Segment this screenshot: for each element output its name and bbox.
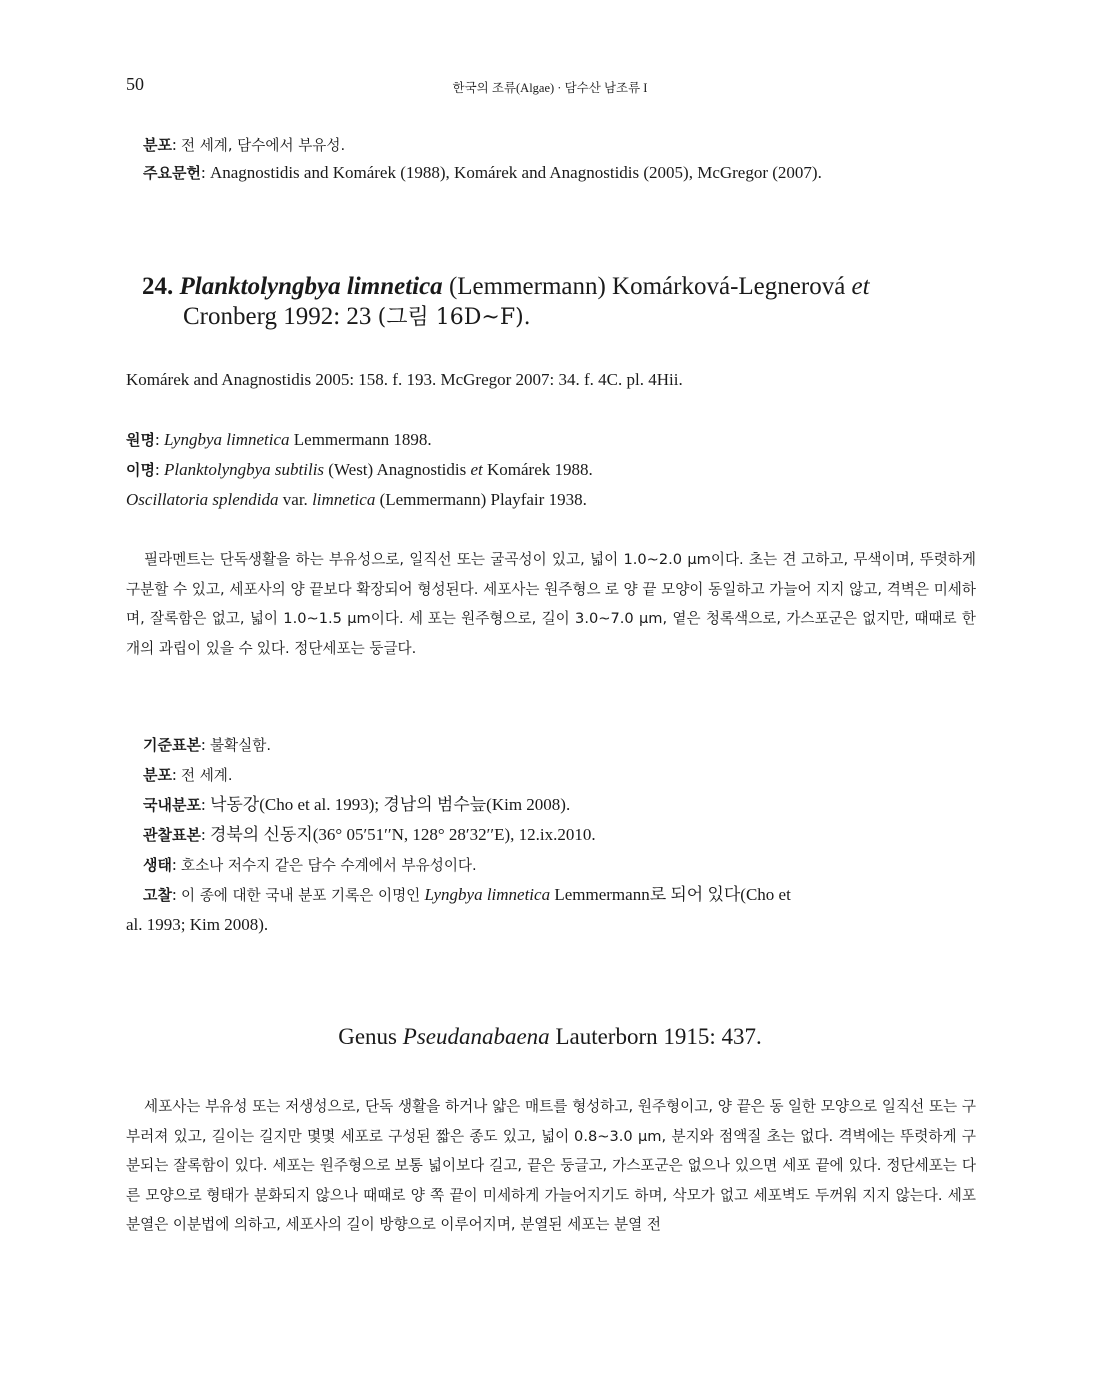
synonym2-author: (Lemmermann) Playfair 1938.	[379, 490, 587, 509]
prev-references-line: 주요문헌: Anagnostidis and Komárek (1988), Komárek and Anagnostidis (2005), McGregor (2007).	[143, 163, 822, 182]
domestic-distribution-label: 국내분포	[143, 796, 201, 814]
prev-distribution-line: 분포: 전 세계, 담수에서 부유성.	[143, 135, 346, 154]
distribution-label: 분포	[143, 766, 172, 784]
genus-label: Genus	[338, 1024, 398, 1049]
species-number: 24.	[142, 273, 174, 300]
species-heading-line-2	[142, 302, 962, 333]
prev-distribution-text: 전 세계, 담수에서 부유성.	[180, 137, 346, 154]
observed-specimen-label: 관찰표본	[143, 826, 201, 844]
observed-specimen-text: 경북의 신동지(36° 05′51′′N, 128° 28′32′′E), 12.ix.2010.	[209, 825, 596, 844]
species-name: Planktolyngbya limnetica	[179, 273, 443, 300]
type-specimen-line: 기준표본: 불확실함.	[143, 735, 271, 754]
remarks-text-pre: 이 종에 대한 국내 분포 기록은 이명인	[180, 887, 421, 904]
species-author-1: (Lemmermann) Komárková-Legnerová	[448, 273, 846, 300]
prev-distribution-label: 분포	[143, 136, 172, 154]
remarks-species-name: Lyngbya limnetica	[424, 885, 551, 904]
basionym-line: 원명: Lyngbya limnetica Lemmermann 1898.	[126, 430, 432, 449]
basionym-name: Lyngbya limnetica	[163, 430, 290, 449]
type-specimen-text: 불확실함.	[209, 737, 271, 754]
species-heading-line-1	[142, 272, 962, 302]
species-citation: Komárek and Anagnostidis 2005: 158. f. 193. McGregor 2007: 34. f. 4C. pl. 4Hii.	[126, 370, 683, 389]
genus-description-line: 형태가 분화되지 않으나 때때로 양 쪽 끝이 미세하게 가늘어지기도 하며, 삭모가 없고 세포벽도 두꺼워	[206, 1186, 858, 1204]
species-description-line: 필라멘트는 단독생활을 하는 부유성으로, 일직선 또는 굴곡성이 있고, 넓이 1.0~2.0 μm이다. 초는 견	[144, 551, 797, 568]
synonym-author-2: Komárek 1988.	[487, 460, 593, 479]
page-number: 50	[126, 74, 144, 94]
ecology-text: 호소나 저수지 같은 담수 수계에서 부유성이다.	[180, 857, 477, 874]
species-description-line: 포는 원주형으로, 길이 3.0~7.0 μm, 옅은 청록색으로, 가스포군은 없지만, 때때로 한 개의 과립이 있을 수	[126, 610, 976, 657]
synonym-name: Planktolyngbya subtilis	[163, 460, 325, 479]
genus-description	[126, 1092, 976, 1240]
basionym-author: Lemmermann 1898.	[293, 430, 432, 449]
synonym-author-1: (West) Anagnostidis	[328, 460, 467, 479]
species-heading	[142, 272, 962, 333]
domestic-distribution-text: 낙동강(Cho et al. 1993); 경남의 범수늪(Kim 2008).	[209, 795, 571, 814]
genus-description-line: 보통 넓이보다 길고, 끝은 둥글고, 가스포군은 없으나 있으면 세포 끝에 있다. 정단세포는 다른 모양으로	[126, 1157, 976, 1204]
species-figure-ref: (그림 16D~F).	[377, 305, 531, 330]
prev-references-label: 주요문헌	[143, 164, 201, 182]
genus-description-line: 세포사는 부유성 또는 저생성으로, 단독 생활을 하거나 얇은 매트를 형성하고, 원주형이고, 양 끝은 동	[144, 1098, 784, 1115]
domestic-distribution-line: 국내분포: 낙동강(Cho et al. 1993); 경남의 범수늪(Kim 2008).	[143, 795, 571, 814]
species-description-line: 있다. 정단세포는 둥글다.	[256, 639, 417, 657]
genus-description-line: 0.8~3.0 μm, 분지와 점액질 초는 없다. 격벽에는 뚜렷하게 구분되는 잘록함이 있다. 세포는 원주형으로	[126, 1127, 976, 1174]
ecology-line: 생태: 호소나 저수지 같은 담수 수계에서 부유성이다.	[143, 855, 477, 874]
species-description-line: 로 양 끝 모양이 동일하고 가늘어 지지 않고, 격벽은 미세하며, 잘록함은 없고, 넓이 1.0~1.5 μm이다. 세	[126, 580, 977, 627]
type-specimen-label: 기준표본	[143, 736, 201, 754]
genus-heading	[0, 1024, 1100, 1050]
remarks-text-post: Lemmermann로 되어 있다(Cho et	[554, 885, 791, 904]
running-header: 한국의 조류(Algae) · 담수산 남조류 I	[452, 81, 648, 95]
synonym2-rank: var.	[282, 490, 308, 509]
remarks-line: 고찰: 이 종에 대한 국내 분포 기록은 이명인 Lyngbya limnetica Lemmermann로 되어 있다(Cho et	[143, 885, 791, 904]
genus-author: Lauterborn 1915: 437.	[555, 1024, 762, 1049]
basionym-label: 원명	[126, 431, 155, 449]
observed-specimen-line: 관찰표본: 경북의 신동지(36° 05′51′′N, 128° 28′32′′E), 12.ix.2010.	[143, 825, 596, 844]
species-author-et: et	[851, 273, 870, 300]
remarks-line-2: al. 1993; Kim 2008).	[126, 915, 269, 934]
species-description-line: 고하고, 무색이며, 뚜렷하게 구분할 수 있고, 세포사의 양 끝보다 확장되어 형성된다. 세포사는 원주형으	[126, 551, 977, 598]
synonym2-epithet: limnetica	[312, 490, 376, 509]
ecology-label: 생태	[143, 856, 172, 874]
species-description	[126, 545, 976, 663]
genus-description-line: 일한 모양으로 일직선 또는 구부러져 있고, 길이는 길지만 몇몇 세포로 구성된 짧은 종도 있고, 넓이	[126, 1098, 977, 1145]
distribution-text: 전 세계.	[180, 767, 233, 784]
distribution-line: 분포: 전 세계.	[143, 765, 233, 784]
synonym2-name: Oscillatoria splendida	[126, 490, 279, 509]
synonym2-line	[126, 489, 976, 511]
synonym-line: 이명: Planktolyngbya subtilis (West) Anagnostidis et Komárek 1988.	[126, 460, 593, 479]
species-author-2: Cronberg 1992: 23	[183, 303, 372, 330]
genus-description-line: 지지 않는다. 세포 분열은 이분법에 의하고, 세포사의 길이 방향으로 이루어지며, 분열된 세포는 분열 전	[126, 1186, 976, 1233]
prev-references-text: Anagnostidis and Komárek (1988), Komárek and Anagnostidis (2005), McGregor (2007).	[209, 163, 822, 182]
synonym-et: et	[470, 460, 483, 479]
synonym-label: 이명	[126, 461, 155, 479]
genus-name: Pseudanabaena	[402, 1024, 550, 1049]
remarks-label: 고찰	[143, 886, 172, 904]
